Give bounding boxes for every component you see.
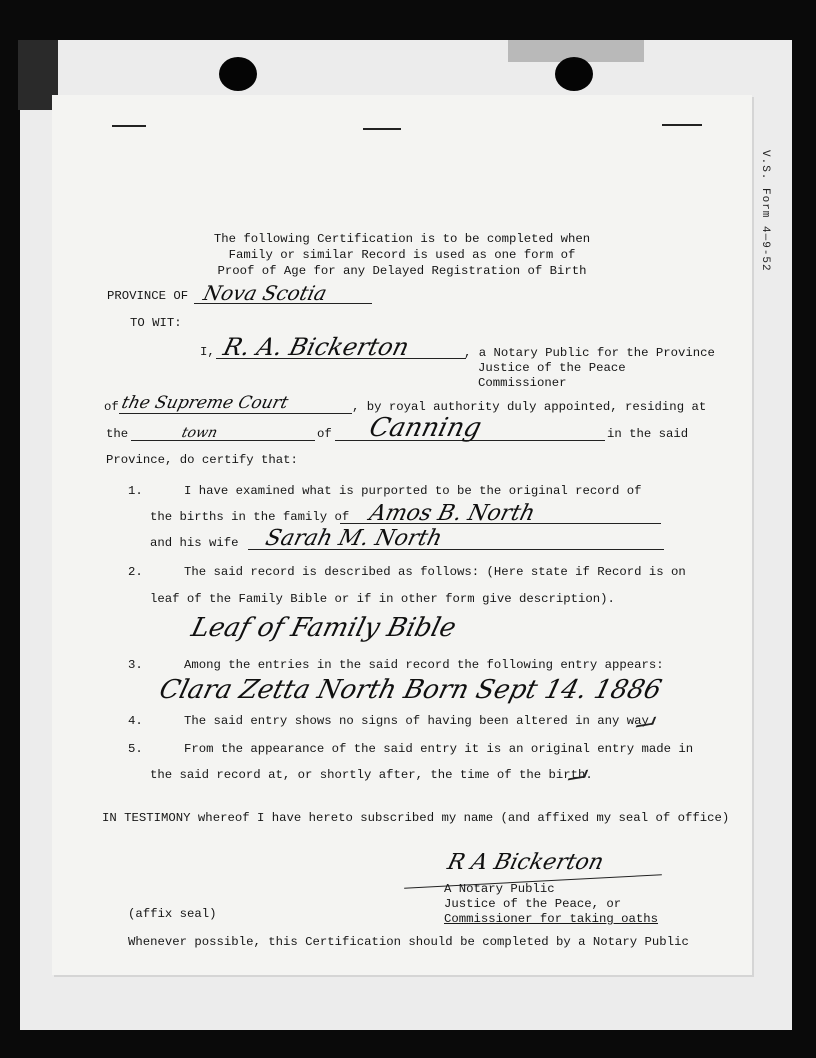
item-5-number: 5.: [128, 742, 143, 756]
residence-suffix: in the said: [607, 427, 689, 441]
wife-label: and his wife: [150, 536, 239, 550]
punch-hole-left: [219, 57, 257, 91]
signer-title-2: Justice of the Peace, or: [444, 897, 622, 911]
residence-type: town: [180, 425, 220, 441]
certification-form: [52, 95, 752, 975]
of-label: of: [104, 400, 119, 414]
margin-mark: [662, 124, 702, 126]
testimony-text: IN TESTIMONY whereof I have hereto subscribed my name (and affixed my seal of office): [102, 811, 730, 825]
of-label-2: of: [317, 427, 332, 441]
notary-prefix: I,: [200, 345, 215, 359]
notary-title-3: Commissioner: [478, 376, 567, 390]
header-line-1: The following Certification is to be completed when: [213, 232, 591, 246]
to-wit: TO WIT:: [130, 316, 182, 330]
item-5-text: From the appearance of the said entry it is an original entry made in: [184, 742, 694, 756]
item-2-number: 2.: [128, 565, 143, 579]
item-1-number: 1.: [128, 484, 143, 498]
province-value: Nova Scotia: [201, 281, 330, 305]
signer-title-1: A Notary Public: [444, 882, 555, 896]
signature: R A Bickerton: [444, 850, 607, 875]
certify-text: Province, do certify that:: [106, 453, 298, 467]
item-1-text: I have examined what is purported to be the original record of: [184, 484, 642, 498]
notary-name: R. A. Bickerton: [220, 333, 412, 361]
item-4-number: 4.: [128, 714, 143, 728]
court-value: the Supreme Court: [119, 393, 291, 413]
margin-mark: [112, 125, 146, 127]
header-line-3: Proof of Age for any Delayed Registration of Birth: [217, 264, 587, 278]
header-line-2: Family or similar Record is used as one form of: [228, 248, 576, 262]
place-value: Canning: [366, 413, 485, 443]
item-3-number: 3.: [128, 658, 143, 672]
item-2-text-2: leaf of the Family Bible or if in other form give description).: [150, 592, 615, 606]
signer-title-3: Commissioner for taking oaths: [444, 912, 659, 926]
notary-title-2: Justice of the Peace: [478, 361, 626, 375]
residence-type-line: [131, 440, 315, 441]
court-line: [119, 413, 352, 414]
of-suffix: , by royal authority duly appointed, residing at: [352, 400, 707, 414]
item-2-text: The said record is described as follows: (Here state if Record is on: [184, 565, 686, 579]
father-name: Amos B. North: [366, 501, 538, 526]
footer-note: Whenever possible, this Certification should be completed by a Notary Public: [128, 935, 689, 949]
affix-seal: (affix seal): [128, 907, 217, 921]
mother-name: Sarah M. North: [262, 526, 445, 551]
record-description: Leaf of Family Bible: [188, 613, 460, 643]
punch-hole-right: [555, 57, 593, 91]
birth-entry: Clara Zetta North Born Sept 14. 1886: [156, 675, 665, 705]
province-label: PROVINCE OF: [107, 289, 189, 303]
the-label: the: [106, 427, 129, 441]
margin-mark: [363, 128, 401, 130]
item-3-text: Among the entries in the said record the following entry appears:: [184, 658, 664, 672]
item-5-text-2: the said record at, or shortly after, the time of the birth.: [150, 768, 593, 782]
item-1-family-label: the births in the family of: [150, 510, 350, 524]
form-number: V.S. Form 4—9-52: [759, 150, 771, 272]
notary-title-1: , a Notary Public for the Province: [464, 346, 715, 360]
item-4-text: The said entry shows no signs of having been altered in any way.: [184, 714, 657, 728]
